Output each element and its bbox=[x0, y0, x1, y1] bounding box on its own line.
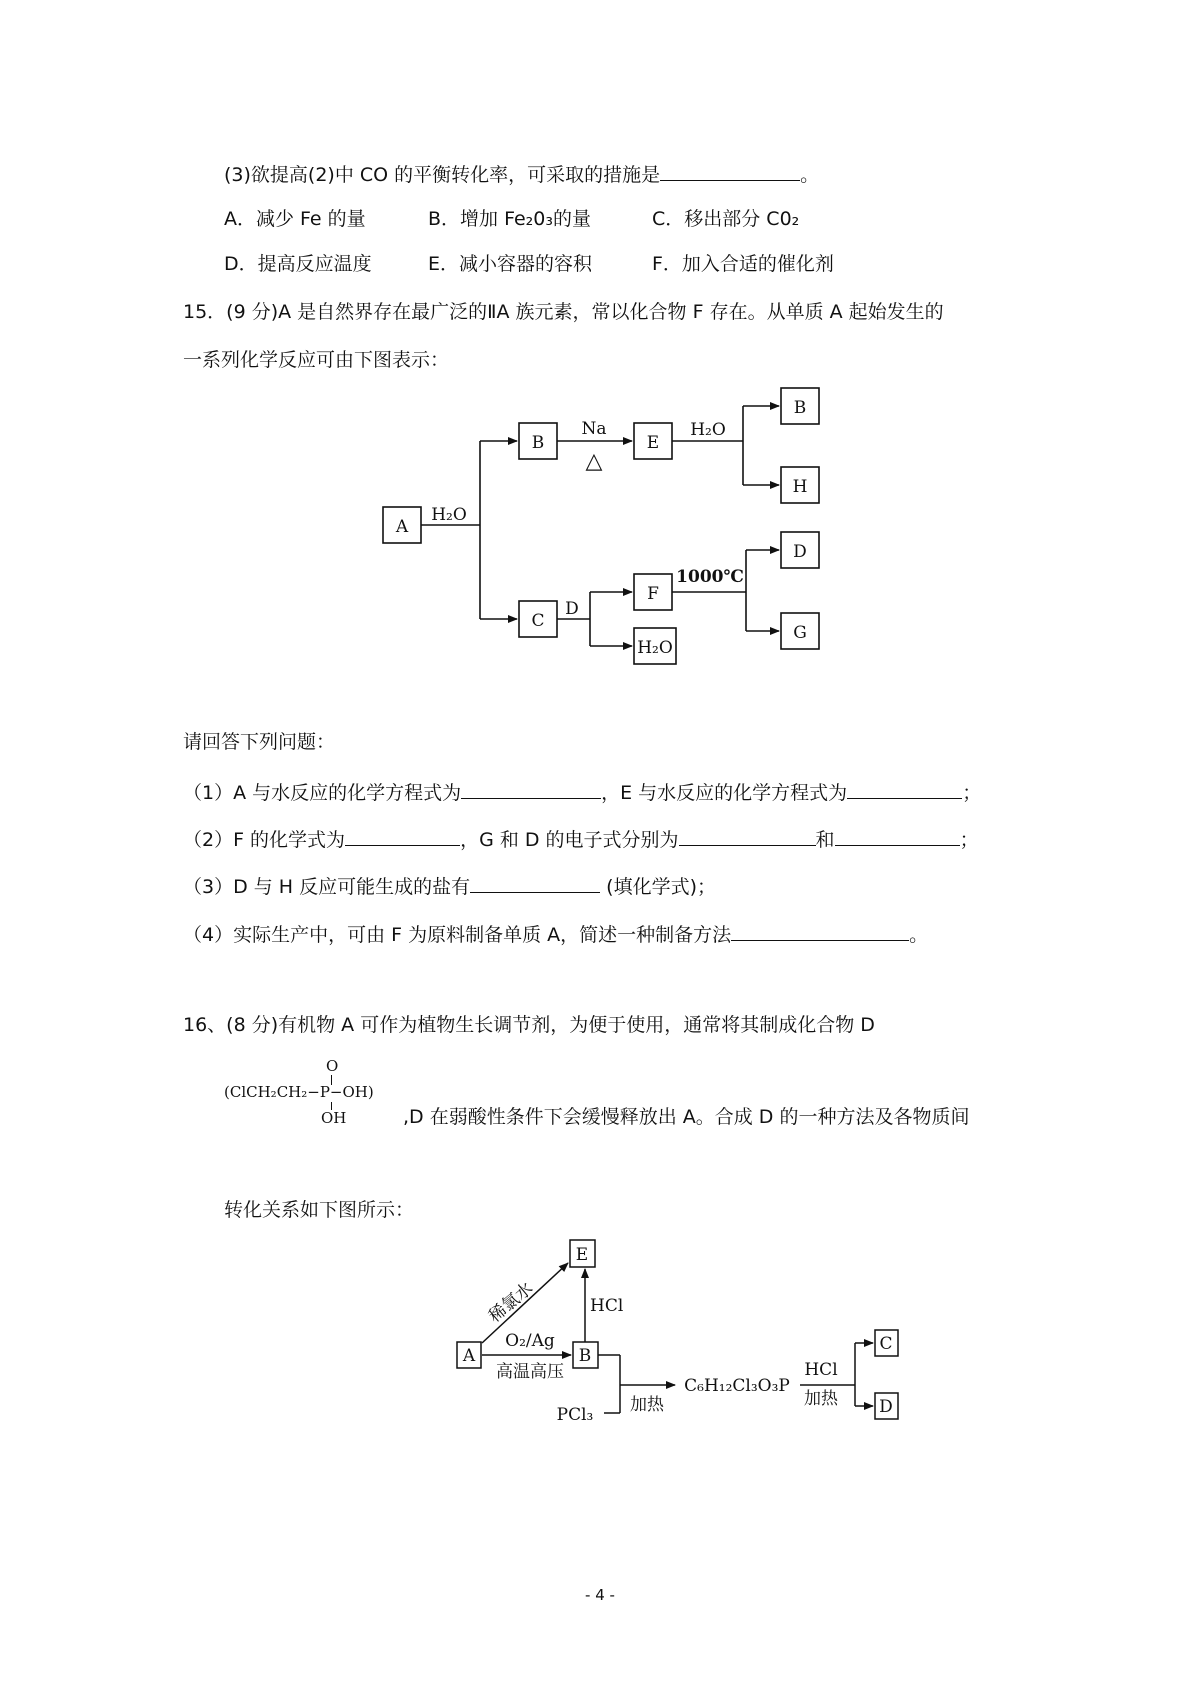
q14-option-d: D．提高反应温度 bbox=[224, 253, 372, 275]
q16-intro-line2: ,D 在弱酸性条件下会缓慢释放出 A。合成 D 的一种方法及各物质间 bbox=[403, 1106, 970, 1128]
q16-label-high-tp: 高温高压 bbox=[496, 1362, 564, 1382]
q14-option-b: B．增加 Fe₂0₃的量 bbox=[428, 208, 591, 230]
q15-sub2-text-a: （2）F 的化学式为 bbox=[183, 829, 346, 851]
q16-node-a-label: A bbox=[462, 1346, 476, 1366]
q15-sub3-text-a: （3）D 与 H 反应可能生成的盐有 bbox=[183, 876, 471, 898]
q15-sub2-text-b: ，G 和 D 的电子式分别为 bbox=[460, 829, 679, 851]
q16-label-heat2: 加热 bbox=[804, 1389, 838, 1409]
node-g-label: G bbox=[793, 623, 807, 643]
q14-option-a: A．减少 Fe 的量 bbox=[224, 208, 366, 230]
q16-label-heat1: 加热 bbox=[630, 1395, 664, 1415]
arrow-label-1000c: 1000℃ bbox=[676, 567, 744, 587]
q16-label-hcl: HCl bbox=[804, 1360, 838, 1380]
node-c-label: C bbox=[531, 611, 545, 631]
node-b-label: B bbox=[531, 433, 545, 453]
q16-label-dilute-chlorine: 稀氯水 bbox=[485, 1278, 538, 1327]
arrow-label-d: D bbox=[565, 599, 579, 619]
q15-sub1-text-c: ； bbox=[962, 782, 982, 804]
formula-bottom-oh: OH bbox=[321, 1109, 347, 1127]
arrow-label-h2o-a: H₂O bbox=[431, 505, 467, 525]
q14-part3-stem-text: (3)欲提高(2)中 CO 的平衡转化率，可采取的措施是 bbox=[224, 164, 661, 186]
q16-node-e-label: E bbox=[575, 1245, 589, 1265]
q15-prompt: 请回答下列问题： bbox=[183, 731, 336, 753]
node-h-label: H bbox=[792, 477, 808, 497]
q16-label-product: C₆H₁₂Cl₃O₃P bbox=[684, 1376, 790, 1396]
node-h2o-label: H₂O bbox=[637, 638, 673, 658]
q14-option-f: F．加入合适的催化剂 bbox=[652, 253, 834, 275]
q15-sub3-text-b: (填化学式)； bbox=[600, 876, 717, 898]
q15-sub4-text-a: （4）实际生产中，可由 F 为原料制备单质 A，简述一种制备方法 bbox=[183, 924, 732, 946]
q15-sub1-text-a: （1）A 与水反应的化学方程式为 bbox=[183, 782, 462, 804]
q14-option-e: E．减小容器的容积 bbox=[428, 253, 593, 275]
q15-sub2-text-d: ； bbox=[959, 829, 979, 851]
node-f-label: F bbox=[647, 584, 659, 604]
q16-node-b-label: B bbox=[578, 1346, 592, 1366]
q16-label-pcl3: PCl₃ bbox=[556, 1405, 594, 1425]
arrow-label-na: Na bbox=[581, 419, 607, 439]
q15-intro-line2: 一系列化学反应可由下图表示： bbox=[183, 349, 450, 371]
q15-sub1-text-b: ，E 与水反应的化学方程式为 bbox=[601, 782, 848, 804]
arrow-label-heat: △ bbox=[585, 449, 603, 474]
node-a-label: A bbox=[395, 517, 409, 537]
q16-intro-line3: 转化关系如下图所示： bbox=[224, 1199, 415, 1221]
formula-top-o: O bbox=[326, 1057, 339, 1075]
node-b2-label: B bbox=[793, 398, 807, 418]
q14-part3-stem-end: 。 bbox=[800, 164, 820, 186]
arrow-label-h2o-e: H₂O bbox=[690, 420, 726, 440]
formula-main: (ClCH₂CH₂−P−OH) bbox=[224, 1083, 374, 1101]
q16-label-o2ag: O₂/Ag bbox=[505, 1331, 555, 1351]
node-d-label: D bbox=[793, 542, 807, 562]
page-number: - 4 - bbox=[585, 1586, 615, 1604]
q16-intro-line1: 16、(8 分)有机物 A 可作为植物生长调节剂，为便于使用，通常将其制成化合物 D bbox=[183, 1014, 875, 1036]
q16-node-c-label: C bbox=[879, 1334, 893, 1354]
q14-option-c: C．移出部分 C0₂ bbox=[652, 208, 800, 230]
q15-sub2-text-c: 和 bbox=[815, 829, 835, 851]
q16-label-hcl-up: HCl bbox=[590, 1296, 624, 1316]
q16-node-d-label: D bbox=[879, 1397, 893, 1417]
node-e-label: E bbox=[646, 433, 660, 453]
q15-intro-line1: 15．(9 分)A 是自然界存在最广泛的ⅡA 族元素，常以化合物 F 存在。从单质 A 起始发生的 bbox=[183, 301, 944, 323]
q15-sub4-text-b: 。 bbox=[909, 924, 929, 946]
